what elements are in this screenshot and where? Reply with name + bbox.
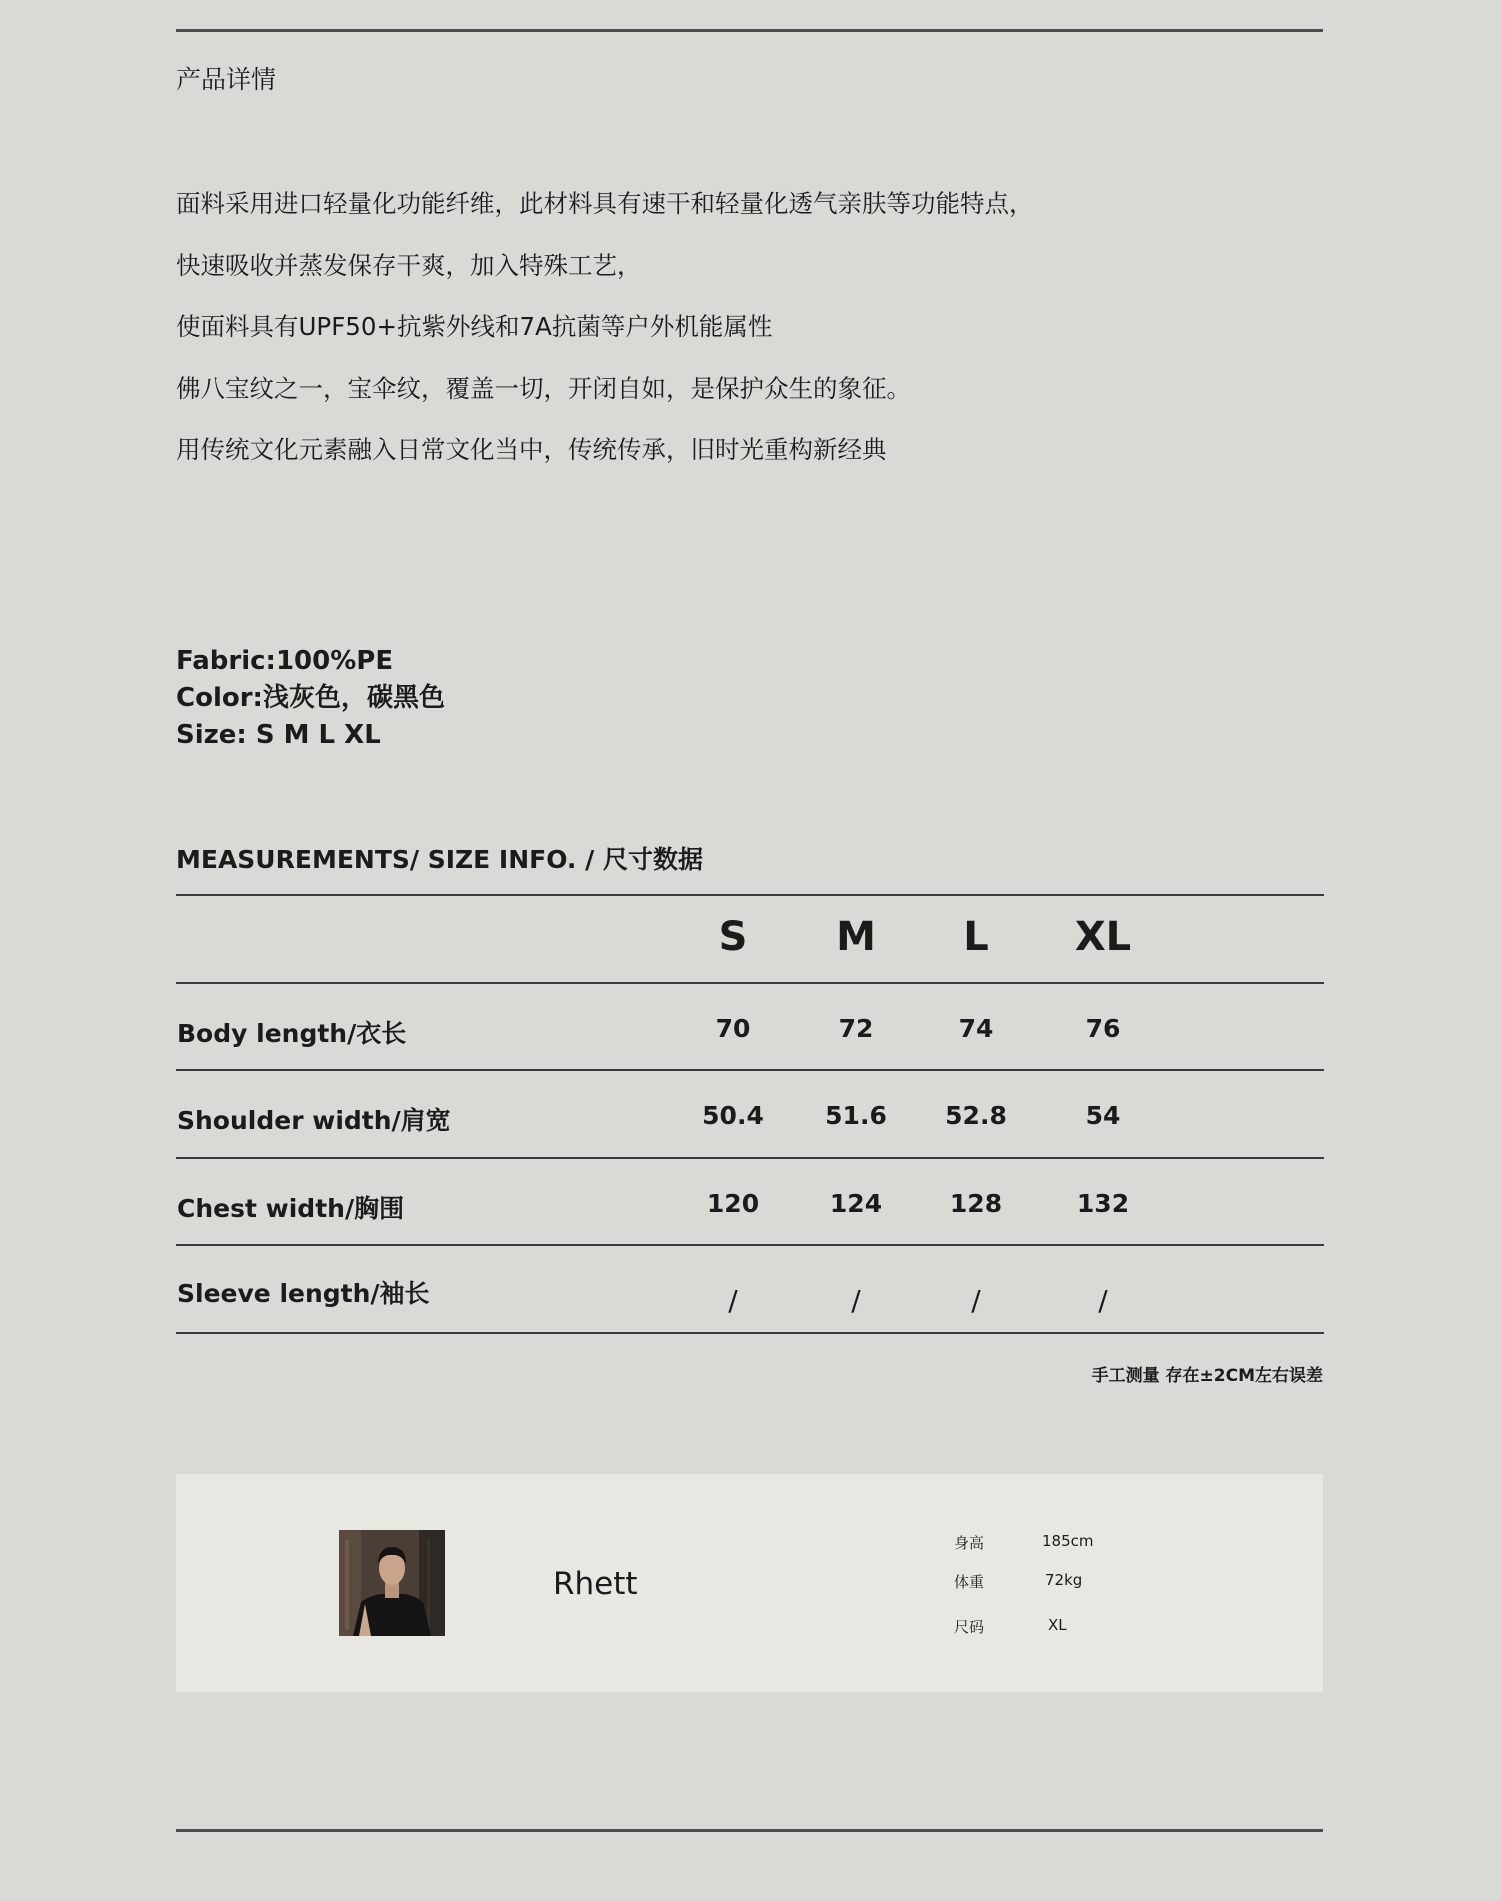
table-cell: 124 (829, 1188, 883, 1218)
stat-weight-value: 72kg (1045, 1571, 1083, 1589)
table-cell: 50.4 (702, 1101, 764, 1130)
stat-height-value: 185cm (1042, 1532, 1094, 1550)
description-line: 面料采用进口轻量化功能纤维，此材料具有速干和轻量化透气亲肤等功能特点， (176, 189, 1034, 218)
table-cell: / (1098, 1284, 1108, 1317)
spec-size: Size: S M L XL (176, 720, 381, 750)
size-header-xl: XL (1074, 914, 1132, 960)
section-title: 产品详情 (176, 65, 277, 94)
size-header-l: L (963, 914, 989, 960)
description-line: 佛八宝纹之一，宝伞纹，覆盖一切，开闭自如，是保护众生的象征。 (176, 373, 911, 403)
table-row (176, 1157, 1324, 1245)
table-cell: 70 (715, 1013, 751, 1043)
stat-height-label: 身高 (954, 1534, 985, 1552)
table-cell: 52.8 (945, 1101, 1007, 1130)
row-label: Shoulder width/肩宽 (177, 1106, 451, 1135)
bottom-divider (176, 1829, 1323, 1832)
measurement-note: 手工测量 存在±2CM左右误差 (1091, 1366, 1323, 1386)
description-line: 使面料具有UPF50+抗紫外线和7A抗菌等户外机能属性 (176, 312, 773, 341)
size-table (176, 894, 1324, 1334)
table-cell: 76 (1085, 1013, 1121, 1043)
size-header-m: M (836, 914, 876, 960)
table-cell: 51.6 (825, 1101, 887, 1130)
description-line: 快速吸收并蒸发保存干爽，加入特殊工艺， (176, 250, 642, 280)
model-photo (339, 1530, 445, 1636)
table-cell: 128 (949, 1188, 1003, 1218)
table-row (176, 1069, 1324, 1157)
spec-fabric: Fabric:100%PE (176, 646, 394, 676)
table-cell: / (728, 1284, 738, 1317)
measurements-title: MEASUREMENTS/ SIZE INFO. / 尺寸数据 (176, 845, 703, 874)
stat-size-label: 尺码 (954, 1618, 985, 1636)
table-cell: / (851, 1284, 861, 1317)
size-header-row (176, 894, 1324, 982)
table-cell: 74 (958, 1013, 994, 1043)
product-description (176, 180, 1034, 488)
top-divider (176, 29, 1323, 32)
model-name: Rhett (553, 1566, 638, 1602)
model-info-panel (176, 1474, 1323, 1692)
row-label: Sleeve length/袖长 (177, 1279, 430, 1308)
stat-size-value: XL (1048, 1616, 1067, 1634)
table-row (176, 982, 1324, 1070)
description-line: 用传统文化元素融入日常文化当中，传统传承，旧时光重构新经典 (176, 435, 887, 464)
table-cell: 72 (838, 1013, 874, 1043)
stat-weight-label: 体重 (954, 1573, 985, 1591)
table-row (176, 1244, 1324, 1334)
table-cell: 120 (706, 1188, 760, 1218)
product-specs (176, 643, 445, 754)
row-label: Chest width/胸围 (177, 1193, 405, 1223)
row-label: Body length/衣长 (177, 1018, 407, 1048)
table-cell: 132 (1076, 1188, 1130, 1218)
table-cell: 54 (1085, 1101, 1121, 1130)
spec-color: Color:浅灰色，碳黑色 (176, 683, 445, 713)
table-cell: / (971, 1284, 981, 1317)
size-header-s: S (718, 914, 748, 960)
